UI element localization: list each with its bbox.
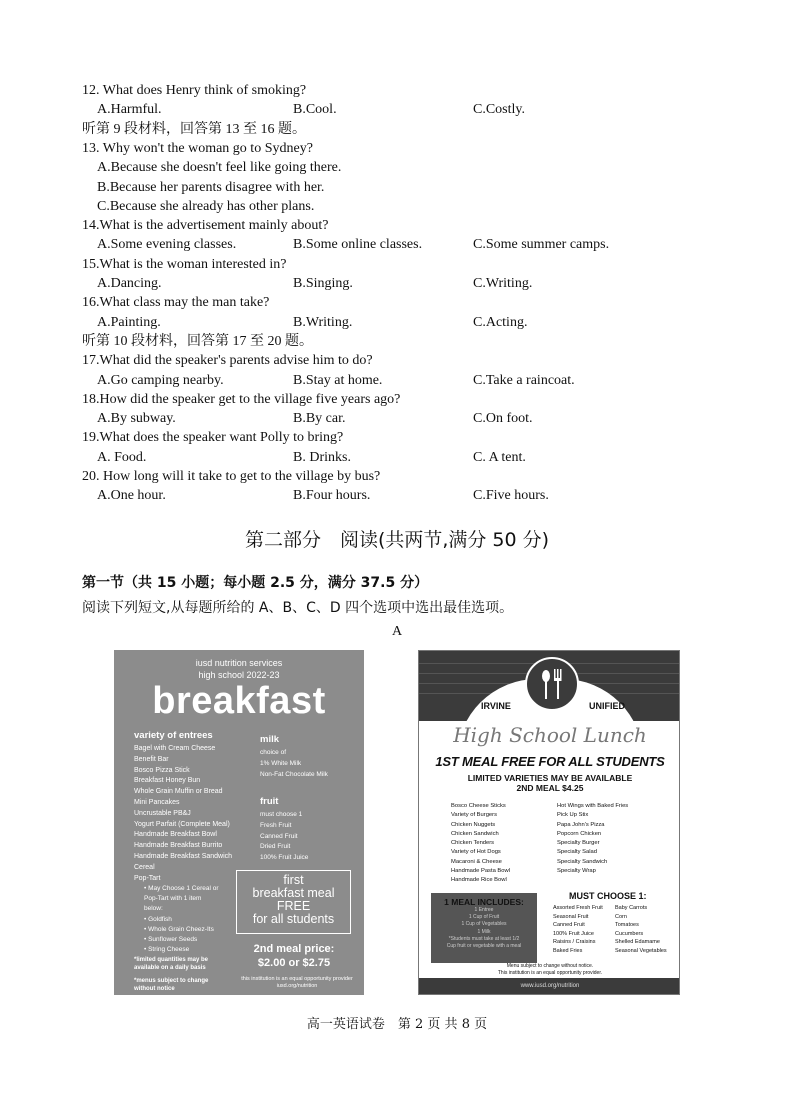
lunch-item: Chicken Sandwich: [451, 830, 499, 837]
passage-label: A: [391, 624, 403, 639]
fruit-title: fruit: [260, 796, 279, 807]
fruit-item: Dried Fruit: [260, 843, 291, 851]
fruit-item: Canned Fruit: [260, 832, 298, 840]
free-meal-box: [236, 870, 351, 934]
entree-item: Whole Grain Muffin or Bread: [134, 788, 223, 796]
limited-text: LIMITED VARIETIES MAY BE AVAILABLE: [467, 773, 633, 783]
note-equal: This institution is an equal opportunity provider.: [497, 970, 603, 976]
limited-note: [419, 773, 680, 793]
free-box-line: first: [283, 873, 304, 887]
lunch-item: Hot Wings with Baked Fries: [557, 803, 629, 809]
milk-title: milk: [260, 734, 280, 745]
option-a: A.Some evening classes.: [97, 237, 237, 253]
url-text: iusd.org/nutrition: [276, 983, 318, 989]
option-a: A.One hour.: [97, 488, 166, 504]
lunch-item: Pick Up Stix: [557, 812, 589, 819]
must-item: Baked Fries: [553, 947, 583, 954]
option-c: C.Acting.: [473, 314, 528, 330]
option-b: B.Singing.: [293, 276, 353, 291]
lunch-url: www.iusd.org/nutrition: [419, 978, 680, 995]
option-a: A.By subway.: [97, 411, 176, 427]
fruit-item: 100% Fruit Juice: [260, 854, 309, 862]
lunch-item: Chicken Nuggets: [451, 821, 496, 828]
option-c: C.Writing.: [473, 276, 533, 291]
meal-include-item: Cup fruit or vegetable with a meal: [446, 943, 522, 950]
lunch-item: Chicken Tenders: [451, 840, 495, 847]
option-a: A.Dancing.: [97, 276, 162, 291]
entree-list-2: [557, 802, 628, 876]
milk-list: [260, 748, 328, 780]
meal-include-item: 1 Cup of Vegetables: [461, 921, 507, 928]
question-text: 20. How long will it take to get to the village by bus?: [82, 469, 381, 484]
lunch-item: Papa John's Pizza: [557, 821, 605, 828]
cereal-item: • Whole Grain Cheez-Its: [144, 925, 214, 933]
second-meal-price: [234, 942, 354, 970]
option-c: C.Take a raincoat.: [473, 372, 575, 388]
entree-item: Handmade Breakfast Sandwich: [134, 852, 233, 860]
lunch-item: Specialty Salad: [557, 849, 597, 856]
lunch-item: Specialty Sandwich: [557, 858, 608, 865]
lunch-item: Macaroni & Cheese: [451, 858, 502, 865]
breakfast-title: breakfast: [152, 680, 326, 722]
meal-include-item: 1 Milk: [477, 928, 491, 935]
irvine-text: IRVINE: [481, 701, 511, 711]
cereal-item: • Sunflower Seeds: [144, 936, 198, 944]
note-menu: Menu subject to change without notice.: [506, 963, 594, 969]
equal-text: this institution is an equal opportunity provider: [241, 976, 353, 982]
must-item: Cucumbers: [615, 930, 644, 937]
option-c: C.Five hours.: [473, 488, 549, 504]
question-text: 12. What does Henry think of smoking?: [82, 83, 307, 98]
cereal-item: • String Cheese: [144, 946, 190, 954]
must-item: 100% Fruit Juice: [553, 930, 594, 937]
question-text: 19.What does the speaker want Polly to bring?: [82, 430, 344, 446]
entree-item: Cereal: [134, 863, 155, 871]
section-instruction: 听第 10 段材料，回答第 17 至 20 题。: [82, 333, 313, 349]
entree-item: Mini Pancakes: [134, 798, 180, 806]
question-text: 17.What did the speaker's parents advise him to do?: [82, 353, 373, 369]
free-meal-banner: 1ST MEAL FREE FOR ALL STUDENTS: [435, 754, 665, 769]
lunch-note: [419, 963, 680, 977]
second-meal-text: 2ND MEAL $4.25: [516, 783, 584, 793]
question-text: 14.What is the advertisement mainly about?: [82, 218, 329, 234]
must-item: Tomatoes: [615, 922, 639, 929]
lunch-item: Variety of Hot Dogs: [451, 849, 501, 856]
option-c: C.Some summer camps.: [473, 237, 610, 253]
meal-includes-title: 1 MEAL INCLUDES:: [444, 897, 524, 907]
entree-item: Uncrustable PB&J: [134, 809, 191, 817]
fruit-list: [260, 810, 308, 864]
price-label: 2nd meal price:: [253, 943, 335, 955]
must-item: Baby Carrots: [615, 905, 648, 911]
option-b: B.Cool.: [293, 102, 337, 118]
option-b: B.Stay at home.: [293, 372, 383, 388]
milk-item: 1% White Milk: [260, 759, 302, 767]
page-footer: 高一英语试卷 第 2 页 共 8 页: [306, 1017, 488, 1032]
meal-include-item: 1 Entree: [474, 907, 494, 913]
entree-item: Yogurt Parfait (Complete Meal): [134, 820, 230, 828]
lunch-item: Popcorn Chicken: [557, 830, 602, 837]
entree-item: Breakfast Honey Bun: [134, 777, 201, 785]
option-b: B.Some online classes.: [293, 237, 423, 253]
unified-text: UNIFIED: [589, 701, 625, 711]
must-item: Corn: [615, 913, 627, 920]
option-a: A.Go camping nearby.: [97, 372, 224, 388]
price-value: $2.00 or $2.75: [257, 957, 331, 969]
must-list-1: [553, 904, 603, 956]
meal-include-item: 1 Cup of Fruit: [468, 914, 500, 921]
fruit-item: Fresh Fruit: [260, 821, 292, 829]
must-item: Shelled Edamame: [615, 939, 660, 946]
section-instruction: 听第 9 段材料，回答第 13 至 16 题。: [82, 121, 306, 137]
option-b: B.By car.: [293, 411, 346, 427]
option-b: B.Writing.: [293, 314, 353, 330]
option-c: C.On foot.: [473, 411, 533, 427]
footnote-menus: *menus subject to change without notice: [134, 978, 209, 992]
option-b: B.Because her parents disagree with her.: [97, 179, 325, 195]
fruit-item: must choose 1: [260, 811, 303, 818]
utensils-icon: [525, 657, 579, 711]
entrees-list: [134, 744, 232, 884]
cereal-item: • May Choose 1 Cereal or: [144, 885, 219, 892]
lunch-item: Specialty Wrap: [557, 868, 596, 875]
footnote-limited: *limited quantities may be available on a daily basis: [134, 957, 209, 971]
meal-includes-list: [431, 907, 537, 950]
entree-item: Pop-Tart: [134, 874, 161, 882]
cereal-note: [144, 884, 219, 955]
option-c: C.Because she already has other plans.: [97, 198, 315, 214]
cereal-item: • Goldfish: [144, 915, 172, 923]
lunch-item: Variety of Burgers: [451, 812, 497, 819]
must-item: Seasonal Fruit: [553, 913, 589, 920]
cereal-item: Pop-Tart with 1 item: [144, 895, 202, 903]
option-a: A. Food.: [97, 449, 147, 465]
milk-item: choice of: [260, 749, 287, 756]
entree-item: Bagel with Cream Cheese: [134, 745, 216, 752]
entree-list-1: [451, 802, 510, 886]
must-item: Seasonal Vegetables: [615, 947, 667, 954]
entree-item: Handmade Breakfast Burrito: [134, 842, 223, 850]
free-box-line: FREE: [276, 899, 311, 913]
must-item: Raisins / Craisins: [553, 939, 596, 946]
entree-item: Benefit Bar: [134, 755, 169, 763]
option-b: B.Four hours.: [293, 488, 371, 504]
entrees-title: variety of entrees: [134, 730, 213, 741]
must-item: Assorted Fresh Fruit: [553, 905, 603, 911]
option-a: A.Painting.: [97, 314, 161, 330]
free-box-line: for all students: [252, 912, 335, 926]
option-b: B. Drinks.: [293, 449, 351, 465]
lunch-poster: [418, 650, 680, 995]
question-text: 13. Why won't the woman go to Sydney?: [82, 140, 313, 156]
meal-includes-box: [431, 893, 537, 963]
question-text: 18.How did the speaker get to the village five years ago?: [82, 391, 401, 407]
instruction: 阅读下列短文,从每题所给的 A、B、C、D 四个选项中选出最佳选项。: [82, 600, 514, 616]
entree-item: Handmade Breakfast Bowl: [134, 831, 217, 839]
must-choose-title: MUST CHOOSE 1:: [569, 891, 647, 901]
lunch-item: Specialty Burger: [557, 840, 600, 847]
lunch-item: Handmade Pasta Bowl: [451, 868, 510, 875]
meal-include-item: *Students must take at least 1/2: [448, 935, 520, 942]
option-c: C. A tent.: [473, 449, 526, 465]
cereal-item: below:: [144, 905, 163, 913]
must-list-2: [615, 904, 667, 956]
lunch-item: Bosco Cheese Sticks: [451, 803, 506, 809]
entree-item: Bosco Pizza Stick: [134, 766, 190, 774]
milk-item: Non-Fat Chocolate Milk: [260, 770, 328, 778]
poster-org: iusd nutrition services: [195, 658, 283, 668]
section1-heading: 第一节（共 15 小题；每小题 2.5 分，满分 37.5 分）: [82, 575, 429, 591]
poster-year: high school 2022-23: [198, 670, 280, 680]
lunch-item: Handmade Rice Bowl: [451, 877, 507, 884]
part2-title: 第二部分 阅读(共两节,满分 50 分): [244, 529, 550, 551]
breakfast-poster: [114, 650, 364, 995]
question-text: 16.What class may the man take?: [82, 295, 270, 311]
option-a: A.Harmful.: [97, 102, 162, 118]
must-item: Canned Fruit: [553, 922, 585, 929]
option-a: A.Because she doesn't feel like going there.: [97, 160, 342, 176]
question-text: 15.What is the woman interested in?: [82, 256, 287, 272]
lunch-title: High School Lunch: [453, 723, 647, 747]
option-c: C.Costly.: [473, 102, 525, 118]
free-box-line: breakfast meal: [252, 886, 335, 900]
equal-opportunity: [232, 976, 362, 990]
